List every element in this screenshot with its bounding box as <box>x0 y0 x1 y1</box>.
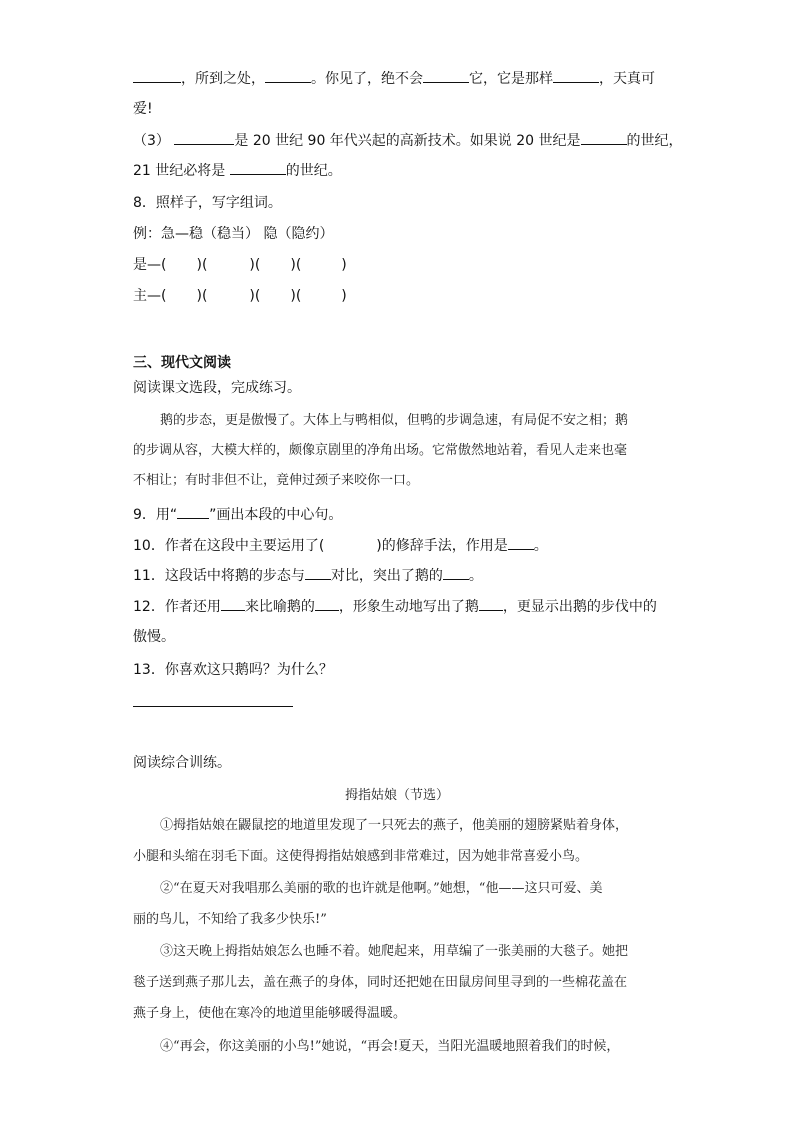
story-line: ③这天晚上拇指姑娘怎么也睡不着。她爬起来，用草编了一张美丽的大毯子。她把 <box>160 944 629 959</box>
answer-blank[interactable] <box>230 160 286 175</box>
question-13: 13．你喜欢这只鹅吗？为什么？ <box>133 662 333 678</box>
question-8-row-1: 是—( )( )( )( ) <box>133 257 347 273</box>
story-line: ①拇指姑娘在鼹鼠挖的地道里发现了一只死去的燕子，他美丽的翅膀紧贴着身体， <box>160 818 629 833</box>
answer-blank[interactable] <box>581 130 627 145</box>
question-8-row-2: 主—( )( )( )( ) <box>133 288 347 304</box>
question-8-example: 例：急—稳（稳当） 隐（隐约） <box>133 226 334 242</box>
reading-2-instruction: 阅读综合训练。 <box>133 755 231 771</box>
answer-blank[interactable] <box>174 130 234 145</box>
passage-line: 鹅的步态，更是傲慢了。大体上与鸭相似，但鸭的步调急速，有局促不安之相；鹅 <box>160 413 629 428</box>
story-line: ④“再会，你这美丽的小鸟!”她说，“再会!夏天，当阳光温暖地照着我们的时候， <box>160 1039 620 1054</box>
section-3-heading: 三、现代文阅读 <box>133 355 231 371</box>
answer-blank[interactable] <box>221 596 245 611</box>
story-line: 毯子送到燕子那儿去，盖在燕子的身体，同时还把她在田鼠房间里寻到的一些棉花盖在 <box>133 975 628 990</box>
fill-line-4: 21 世纪必将是 的世纪。 <box>133 160 342 181</box>
question-11: 11．这段话中将鹅的步态与 对比，突出了鹅的 。 <box>133 565 483 586</box>
question-10: 10．作者在这段中主要运用了( )的修辞手法，作用是 。 <box>133 535 548 556</box>
answer-blank[interactable] <box>479 596 503 611</box>
story-line: ②“在夏天对我唱那么美丽的歌的也许就是他啊。”她想，“他——这只可爱、美 <box>160 881 603 896</box>
story-title: 拇指姑娘（节选） <box>344 788 449 803</box>
answer-blank[interactable] <box>305 565 331 580</box>
answer-blank[interactable] <box>265 68 311 83</box>
fill-line-1: ，所到之处， 。你见了，绝不会 它，它是那样 ，天真可 <box>133 68 655 89</box>
story-line: 丽的鸟儿，不知给了我多少快乐!” <box>133 912 327 927</box>
story-line: 小腿和头缩在羽毛下面。这使得拇指姑娘感到非常难过，因为她非常喜爱小鸟。 <box>133 849 589 864</box>
question-12-continued: 傲慢。 <box>133 629 175 645</box>
answer-blank[interactable] <box>315 596 339 611</box>
answer-blank[interactable] <box>177 504 209 519</box>
answer-blank[interactable] <box>508 535 534 550</box>
story-line: 燕子身上，使他在寒冷的地道里能够暖得温暖。 <box>133 1006 407 1021</box>
question-12: 12．作者还用 来比喻鹅的 ，形象生动地写出了鹅 ，更显示出鹅的步伐中的 <box>133 596 657 617</box>
question-9: 9．用“ ”画出本段的中心句。 <box>133 504 342 525</box>
question-8-title: 8．照样子，写字组词。 <box>133 195 282 211</box>
answer-line[interactable] <box>133 706 293 707</box>
section-3-instruction: 阅读课文选段，完成练习。 <box>133 380 301 396</box>
answer-blank[interactable] <box>423 68 469 83</box>
answer-blank[interactable] <box>443 565 469 580</box>
fill-line-3: （3） 是 20 世纪 90 年代兴起的高新技术。如果说 20 世纪是 的世纪， <box>133 130 683 151</box>
fill-line-2: 爱! <box>133 101 153 117</box>
answer-blank[interactable] <box>553 68 599 83</box>
passage-line: 的步调从容，大模大样的，颇像京剧里的净角出场。它常傲然地站着，看见人走来也毫 <box>133 443 628 458</box>
answer-blank[interactable] <box>133 68 181 83</box>
passage-line: 不相让；有时非但不让，竟伸过颈子来咬你一口。 <box>133 473 420 488</box>
